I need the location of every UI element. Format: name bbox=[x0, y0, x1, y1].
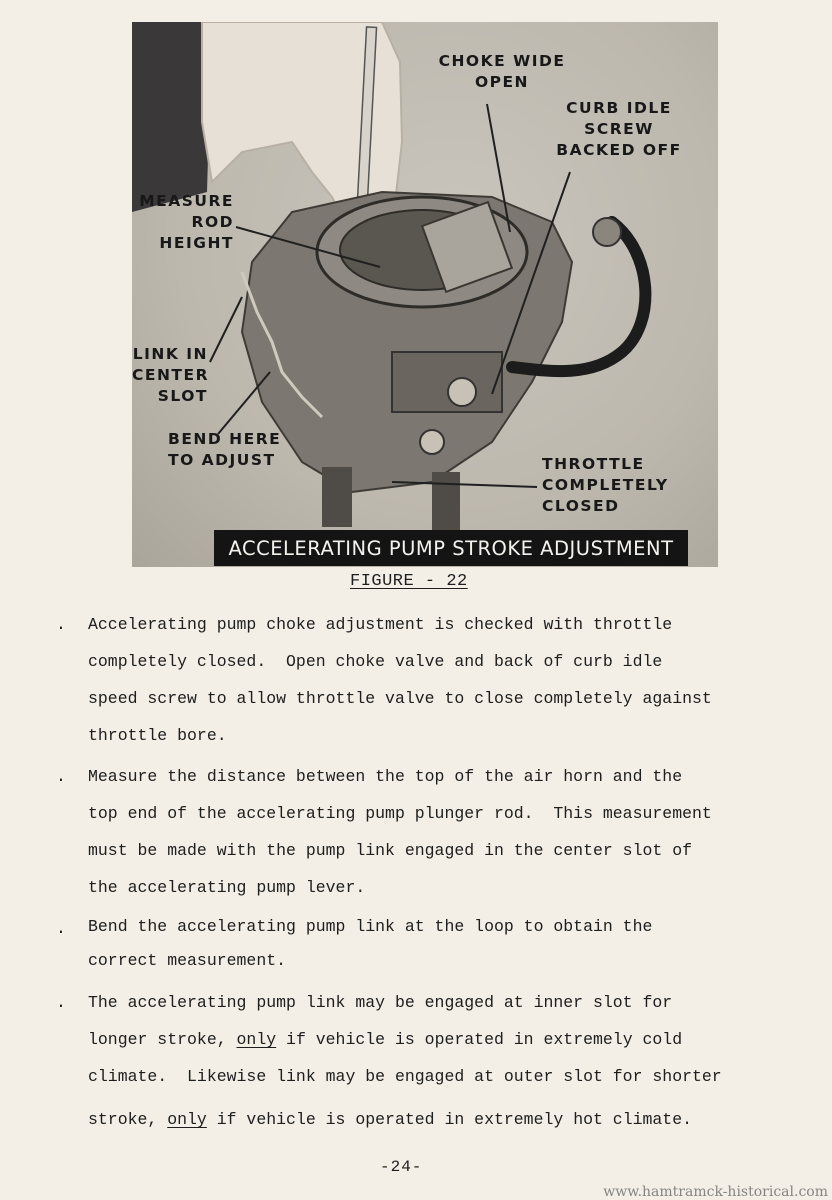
text-line: correct measurement. bbox=[88, 951, 287, 970]
bullet: . bbox=[56, 919, 66, 938]
emphasis-only: only bbox=[167, 1110, 207, 1129]
carburetor-photo bbox=[132, 22, 718, 567]
instruction-paragraph-1 bbox=[52, 606, 812, 754]
instruction-paragraph-3 bbox=[52, 910, 812, 978]
callout-link-in-center-slot: LINK IN CENTER SLOT bbox=[132, 345, 210, 405]
bullet: . bbox=[56, 767, 66, 786]
text-line: Measure the distance between the top of the air horn and the bbox=[88, 767, 683, 786]
callout-bend-here-to-adjust: BEND HERE TO ADJUST bbox=[168, 430, 282, 469]
text-line bbox=[88, 1021, 812, 1058]
instruction-paragraph-2 bbox=[52, 758, 812, 906]
text-line: the accelerating pump lever. bbox=[88, 878, 366, 897]
bullet: . bbox=[56, 615, 66, 634]
text-line: must be made with the pump link engaged in the center slot of bbox=[88, 841, 692, 860]
callout-throttle-completely-closed: THROTTLE COMPLETELY CLOSED bbox=[542, 455, 669, 515]
text-segment: longer stroke, bbox=[88, 1030, 237, 1049]
text-line: climate. Likewise link may be engaged at outer slot for shorter bbox=[88, 1067, 722, 1086]
text-segment: if vehicle is operated in extremely hot climate. bbox=[206, 1110, 693, 1129]
text-line: speed screw to allow throttle valve to close completely against bbox=[88, 689, 712, 708]
instructions bbox=[52, 606, 812, 1138]
emphasis-only: only bbox=[236, 1030, 277, 1049]
figure-caption: FIGURE - 22 bbox=[350, 572, 468, 591]
text-line: Accelerating pump choke adjustment is checked with throttle bbox=[88, 615, 673, 634]
figure-banner: ACCELERATING PUMP STROKE ADJUSTMENT bbox=[214, 530, 688, 566]
text-line: throttle bore. bbox=[88, 726, 227, 745]
text-line: top end of the accelerating pump plunger rod. This measurement bbox=[88, 804, 712, 823]
text-line bbox=[88, 1101, 812, 1138]
text-line: Bend the accelerating pump link at the loop to obtain the bbox=[88, 917, 653, 936]
instruction-paragraph-4 bbox=[52, 984, 812, 1138]
bullet: . bbox=[56, 993, 66, 1012]
page-number: -24- bbox=[380, 1158, 423, 1176]
text-segment: if vehicle is operated in extremely cold bbox=[276, 1030, 683, 1049]
watermark: www.hamtramck-historical.com bbox=[603, 1184, 828, 1200]
text-line: completely closed. Open choke valve and back of curb idle bbox=[88, 652, 663, 671]
text-segment: stroke, bbox=[88, 1110, 168, 1129]
callout-measure-rod-height: MEASURE ROD HEIGHT bbox=[139, 192, 234, 252]
callout-curb-idle-screw: CURB IDLE SCREW BACKED OFF bbox=[556, 99, 682, 159]
callout-choke-wide-open: CHOKE WIDE OPEN bbox=[438, 52, 566, 91]
text-line: The accelerating pump link may be engaged at inner slot for bbox=[88, 993, 673, 1012]
